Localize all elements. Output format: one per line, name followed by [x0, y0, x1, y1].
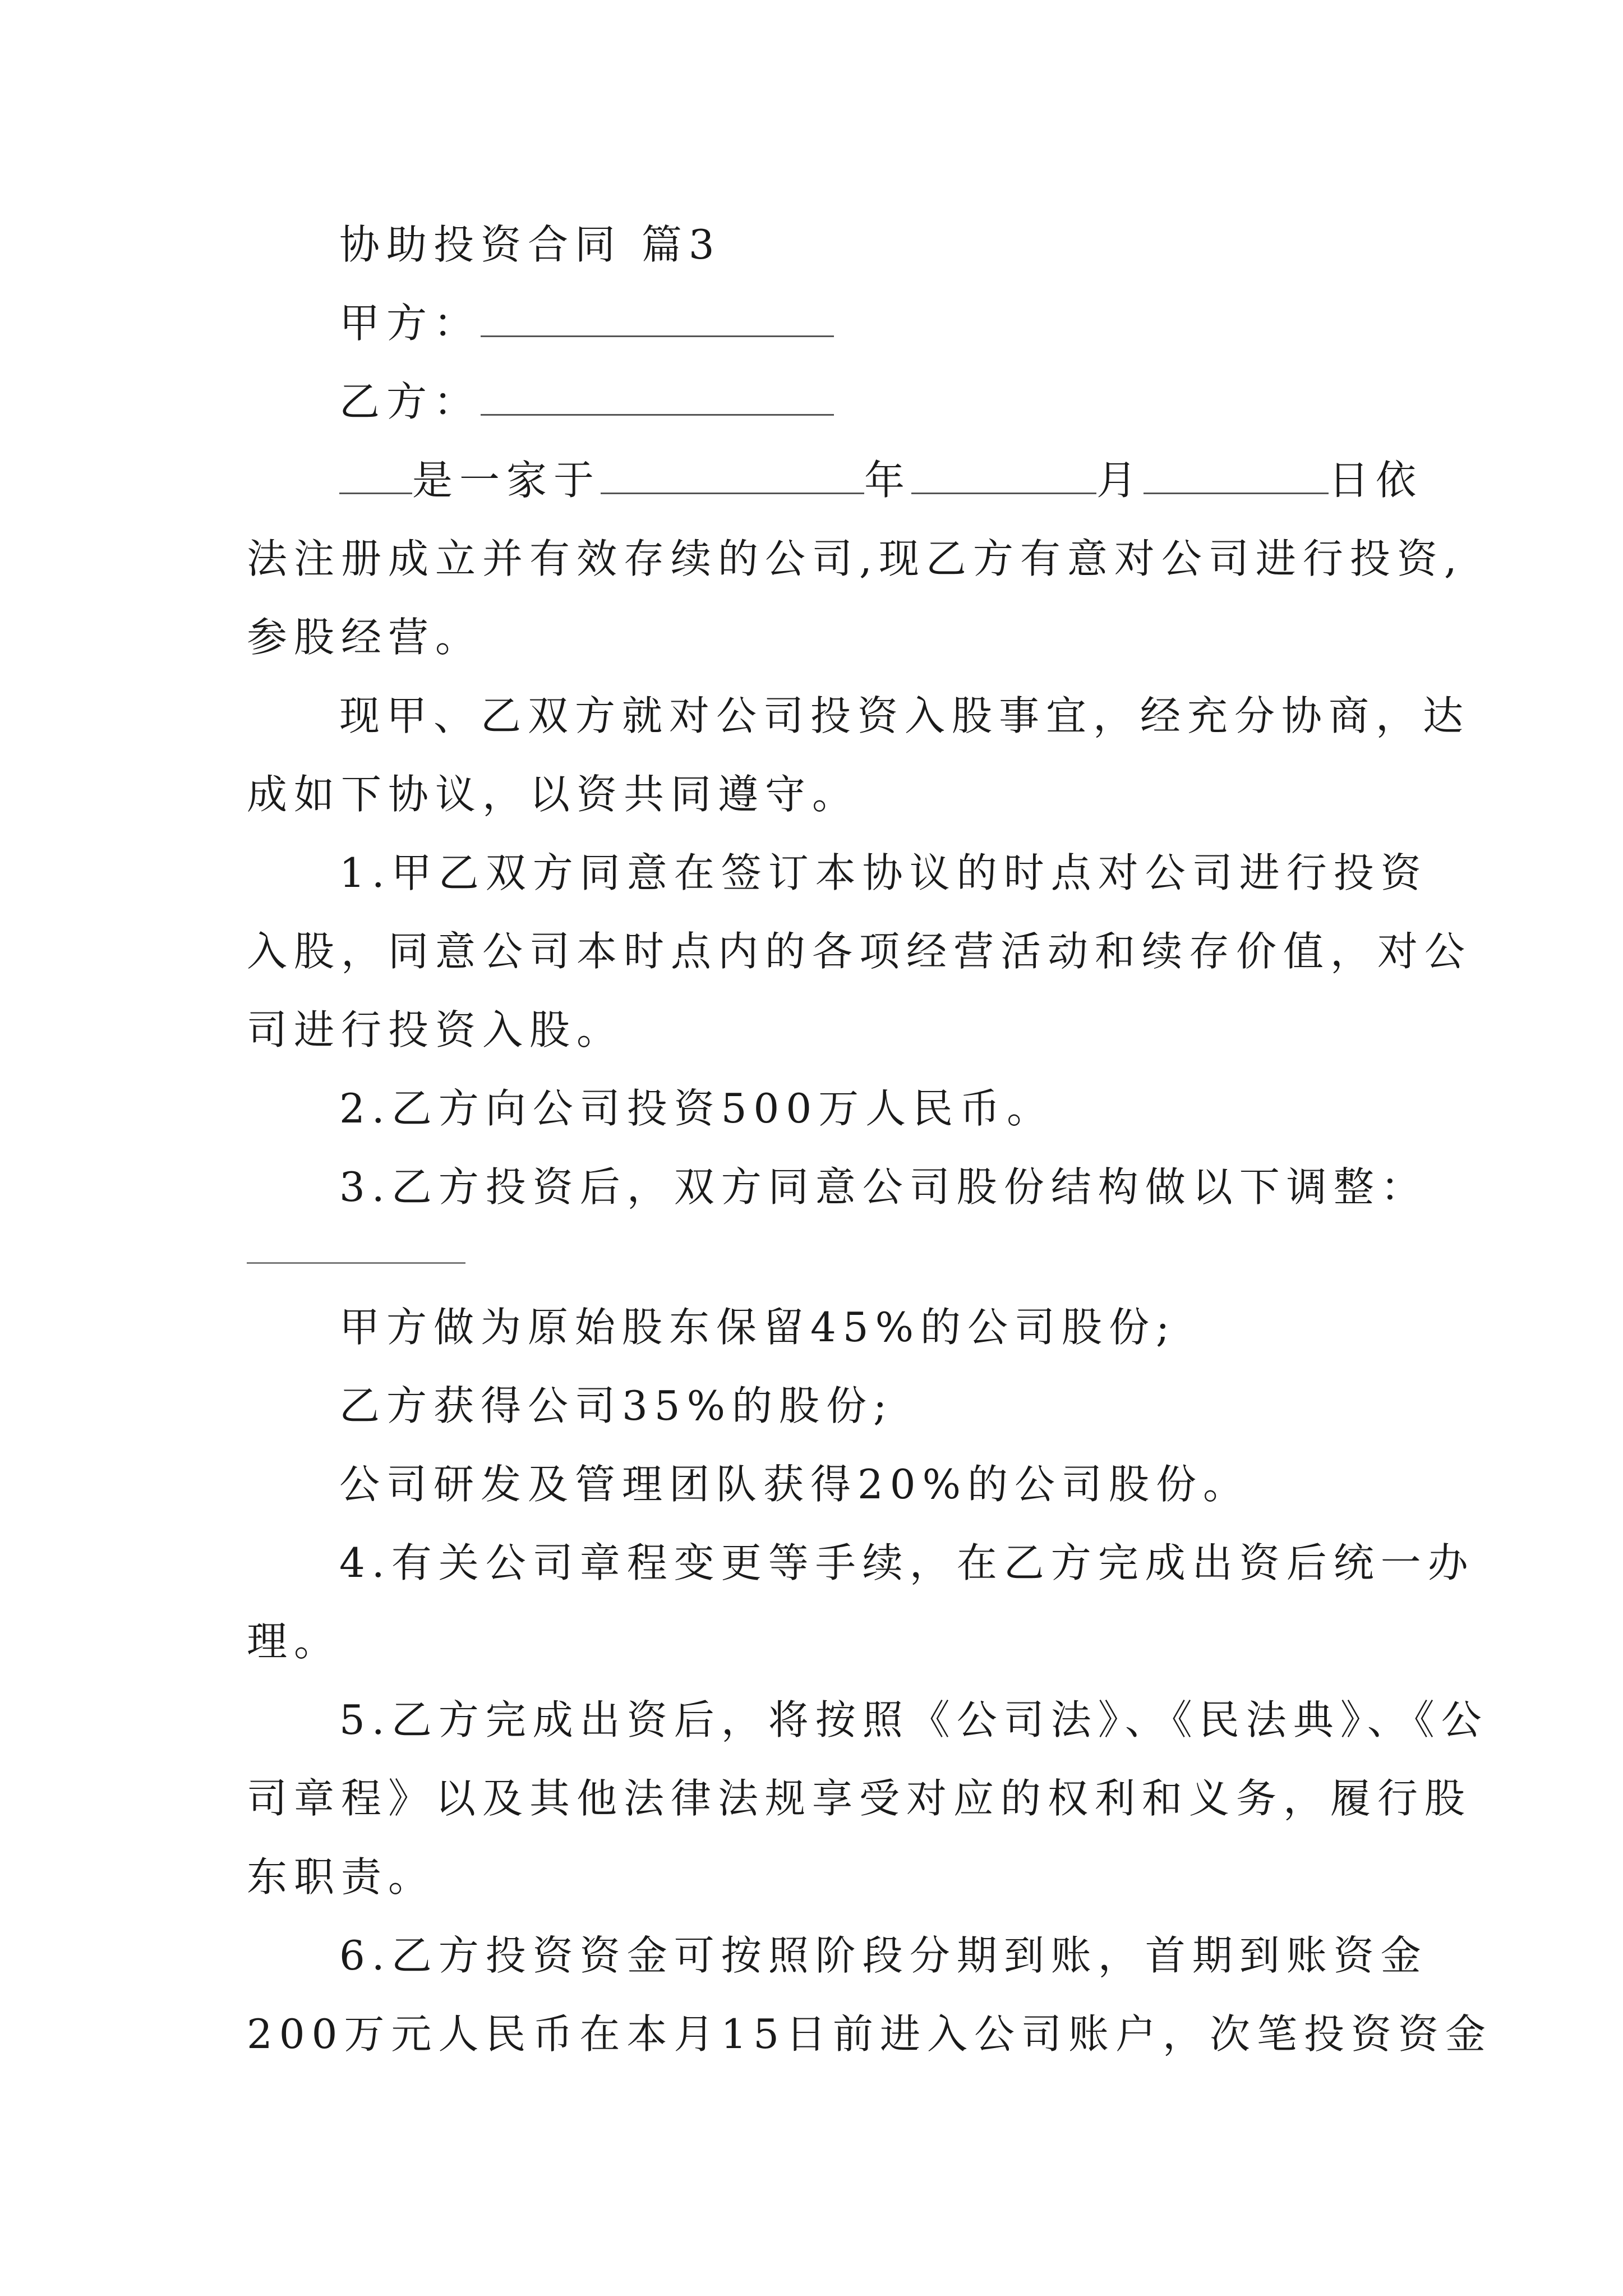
party-a-label: 甲方： — [339, 300, 481, 347]
year-blank — [601, 461, 864, 494]
party-b-row — [339, 378, 834, 425]
party-b-label: 乙方： — [339, 378, 481, 425]
clause-3: 3.乙方投资后，双方同意公司股份结构做以下调整： — [339, 1163, 1428, 1211]
month-blank — [911, 461, 1096, 494]
intro-line-1 — [339, 457, 1423, 504]
footnote-divider — [247, 1262, 465, 1264]
clause-6-line-2: 200万元人民币在本月15日前进入公司账户，次笔投资资金 — [247, 2010, 1493, 2058]
party-b-blank — [481, 383, 834, 416]
agreement-line-2: 成如下协议，以资共同遵守。 — [247, 771, 860, 818]
clause-5-line-3: 东职责。 — [247, 1853, 436, 1901]
clause-4-line-1: 4.有关公司章程变更等手续，在乙方完成出资后统一办 — [339, 1539, 1475, 1586]
share-party-a: 甲方做为原始股东保留45%的公司股份; — [339, 1304, 1177, 1351]
clause-5-line-1: 5.乙方完成出资后，将按照《公司法》、《民法典》、《公 — [339, 1696, 1488, 1743]
intro-line-3: 参股经营。 — [247, 614, 483, 661]
clause-1-line-1: 1.甲乙双方同意在签订本协议的时点对公司进行投资 — [339, 849, 1428, 896]
clause-6-line-1: 6.乙方投资资金可按照阶段分期到账，首期到账资金 — [339, 1932, 1428, 1979]
clause-1-line-2: 入股，同意公司本时点内的各项经营活动和续存价值，对公 — [247, 928, 1472, 975]
party-a-blank — [481, 304, 834, 337]
clause-2: 2.乙方向公司投资500万人民币。 — [339, 1085, 1054, 1132]
party-a-row — [339, 300, 834, 347]
clause-5-line-2: 司章程》以及其他法律法规享受对应的权利和义务，履行股 — [247, 1775, 1472, 1822]
year-label: 年 — [864, 457, 912, 504]
day-label: 日依 — [1329, 457, 1423, 504]
day-blank — [1144, 461, 1329, 494]
clause-4-line-2: 理。 — [247, 1618, 342, 1665]
intro-line-2: 法注册成立并有效存续的公司,现乙方有意对公司进行投资, — [247, 535, 1464, 582]
company-name-blank — [339, 461, 412, 494]
clause-1-line-3: 司进行投资入股。 — [247, 1006, 624, 1053]
share-team: 公司研发及管理团队获得20%的公司股份。 — [339, 1461, 1251, 1508]
share-party-b: 乙方获得公司35%的股份; — [339, 1382, 894, 1429]
intro-text-a: 是一家于 — [412, 457, 601, 504]
document-title: 协助投资合同 篇3 — [339, 221, 721, 268]
month-label: 月 — [1096, 457, 1144, 504]
agreement-line-1: 现甲、乙双方就对公司投资入股事宜，经充分协商，达 — [339, 692, 1470, 739]
